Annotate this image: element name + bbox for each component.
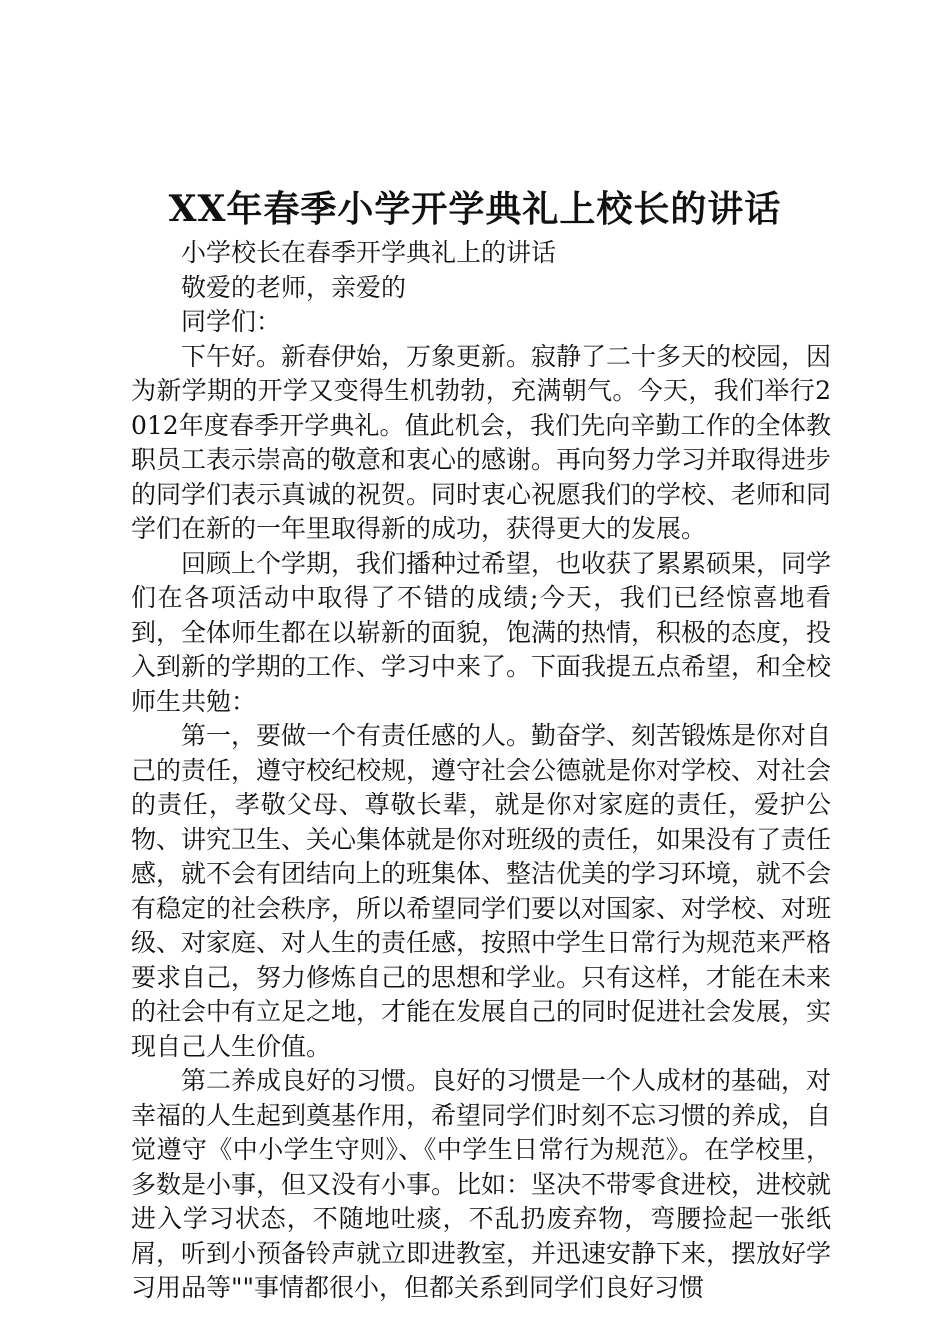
paragraph-salutation: 敬爱的老师，亲爱的 bbox=[181, 272, 407, 302]
paragraph-greeting: 下午好。新春伊始，万象更新。寂静了二十多天的校园，因为新学期的开学又变得生机勃勃，充满朝气。今天，我们举行2012年度春季开学典礼。值此机会，我们先向辛勤工作的全体教职员工表示崇高的敬意和衷心的感谢。再向努力学习并取得进步的同学们表示真诚的祝贺。同时衷心祝愿我们的学校、老师和同学们在新的一年里取得新的成功，获得更大的发展。 bbox=[131, 341, 832, 543]
paragraph-subtitle: 小学校长在春季开学典礼上的讲话 bbox=[181, 238, 557, 267]
paragraph-first-hope: 第一，要做一个有责任感的人。勤奋学、刻苦锻炼是你对自己的责任，遵守校纪校规，遵守社会公德就是你对学校、对社会的责任，孝敬父母、尊敬长辈，就是你对家庭的责任，爱护公物、讲究卫生、关心集体就是你对班级的责任，如果没有了责任感，就不会有团结向上的班集体、整洁优美的学习环境，就不会有稳定的社会秩序，所以希望同学们要以对国家、对学校、对班级、对家庭、对人生的责任感，按照中学生日常行为规范来严格要求自己，努力修炼自己的思想和学业。只有这样，才能在未来的社会中有立足之地，才能在发展自己的同时促进社会发展，实现自己人生价值。 bbox=[131, 721, 832, 1061]
document-body bbox=[131, 236, 831, 1306]
document-title: XX年春季小学开学典礼上校长的讲话 bbox=[168, 188, 782, 230]
paragraph-second-hope: 第二养成良好的习惯。良好的习惯是一个人成材的基础，对幸福的人生起到奠基作用，希望同学们时刻不忘习惯的养成，自觉遵守《中小学生守则》、《中学生日常行为规范》。在学校里，多数是小事，但又没有小事。比如：坚决不带零食进校，进校就进入学习状态，不随地吐痰，不乱扔废弃物，弯腰捡起一张纸屑，听到小预备铃声就立即进教室，并迅速安静下来，摆放好学习用品等""事情都很小，但都关系到同学们良好习惯 bbox=[131, 1066, 832, 1302]
paragraph-review: 回顾上个学期，我们播种过希望，也收获了累累硕果，同学们在各项活动中取得了不错的成绩;今天，我们已经惊喜地看到，全体师生都在以崭新的面貌，饱满的热情，积极的态度，投入到新的学期的工作、学习中来了。下面我提五点希望，和全校师生共勉： bbox=[131, 548, 832, 716]
paragraph-salutation-cont: 同学们： bbox=[181, 307, 282, 336]
